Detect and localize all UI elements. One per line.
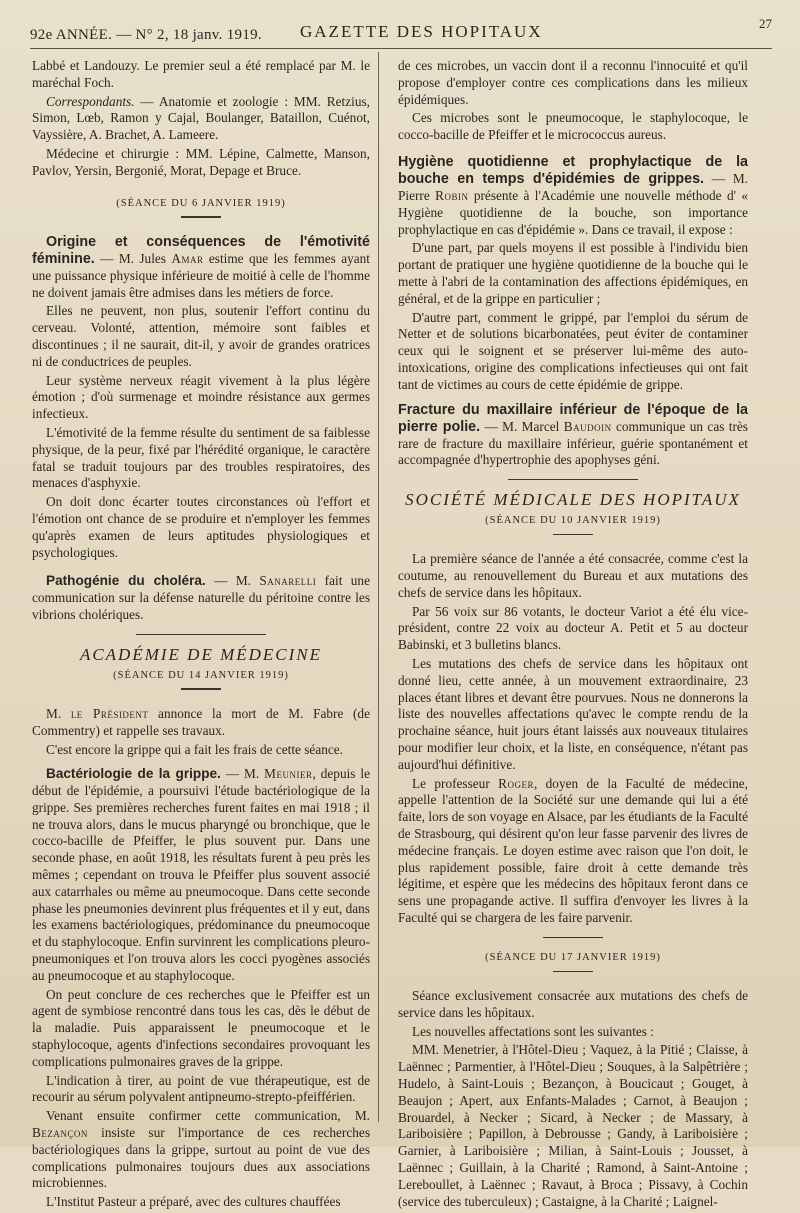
paragraph: D'une part, par quels moyens il est possible à l'individu bien portant de pratiquer une hygiène quotidienne de la bouche qui le mette à l'abri de la contamination des affections épidémiques, en général, et de la grippe en particulier ; [398, 240, 748, 306]
article-title: Origine et conséquences de l'émotivité féminine. [32, 233, 370, 267]
author-name: Meunier [264, 766, 313, 782]
paragraph: Leur système nerveux réagit vivement à la plus légère émotion ; d'où surmenage et moindre résistance aux germes infectieux. [32, 372, 370, 422]
journal-title: GAZETTE DES HOPITAUX [300, 22, 543, 41]
paragraph: Séance exclusivement consacrée aux mutations des chefs de service dans les hôpitaux. [398, 988, 748, 1020]
divider [181, 216, 221, 218]
paragraph: Correspondants. — Anatomie et zoologie : MM. Retzius, Simon, Lœb, Ramon y Cajal, Boulanger, Bataillon, Cuénot, Vayssière, A. Brachet, A. Lameere. [32, 93, 370, 143]
article: Hygiène quotidienne et prophylactique de la bouche en temps d'épidémies de grippes. — M. Pierre Robin présente à l'Académie une nouvelle méthode d' « Hygiène quotidienne de la bouche, son importance prophylactique en cas d'épidémie ». Dans ce travail, il expose : [398, 153, 748, 237]
paragraph: Labbé et Landouzy. Le premier seul a été remplacé par M. le maréchal Foch. [32, 58, 370, 90]
correspondants-label: Correspondants. [46, 93, 135, 109]
author-name: Amar [171, 250, 204, 266]
session-date: (SÉANCE DU 14 JANVIER 1919) [113, 669, 289, 681]
article: Fracture du maxillaire inférieur de l'époque de la pierre polie. — M. Marcel Baudoin communique un cas très rare de fracture du maxillaire inférieur, guérie spontanément et accompagnée d'hypertrophie des apophyses géni. [398, 401, 748, 468]
page-header [30, 14, 772, 49]
article: Bactériologie de la grippe. — M. Meunier, depuis le début de l'épidémie, a poursuivi l'étude bactériologique de la grippe. Ses premières recherches furent faites en mai 1918 ; il ne trouva alors, dans le mucus pharyngé ou bronchique, que le cocco-bacille de Pfeiffer, le plus souvent pur. Dans une seconde phase, en août 1918, les résultats furent à peu près les mêmes ; cependant on trouva le Pfeiffer plus souvent associé aux catarrhales ou même au pneumocoque. Dans cette seconde phase les pneumonies devinrent plus fréquentes et il y eut, dans les examens bactériologiques, prédominance du pneumocoque et du staphylocoque. Enfin survinrent les complications pleuro-pneumoniques et l'on trouva alors les cocci pyogènes associés au pneumocoque et au staphylocoque. [32, 766, 370, 983]
paragraph: L'indication à tirer, au point de vue thérapeutique, est de recourir au sérum polyvalent antipneumo-strepto-pfeifférien. [32, 1072, 370, 1105]
article-title: Pathogénie du choléra. [46, 573, 206, 589]
session-date: (SÉANCE DU 17 JANVIER 1919) [485, 951, 661, 963]
paragraph: On doit donc écarter toutes circonstances où l'effort et l'émotion ont chance de se produire et n'employer les femmes qu'après examen de leurs aptitudes physiologiques et psychologiques. [32, 494, 370, 560]
paragraph: C'est encore la grippe qui a fait les frais de cette séance. [46, 741, 344, 757]
paragraph: Elles ne peuvent, non plus, soutenir l'effort continu du cerveau. Volonté, attention, mémoire sont faibles et discontinues ; il ne saurait, dit-il, y avoir de grandes oratrices ni de conductrices de peuples. [32, 303, 370, 369]
paragraph: L'Institut Pasteur a préparé, avec des cultures chauffées [46, 1194, 341, 1210]
column-divider [378, 52, 379, 1122]
paragraph: Par 56 voix sur 86 votants, le docteur Variot a été élu vice-président, contre 22 voix au docteur A. Petit et 5 au docteur Babinski, et 3 bulletins blancs. [398, 603, 748, 653]
author-name: Bezançon [32, 1125, 88, 1141]
issue-line: 92e ANNÉE. — N° 2, 18 janv. 1919. [30, 27, 262, 43]
article-title: Bactériologie de la grippe. [46, 766, 221, 782]
paragraph: M. le Président annonce la mort de M. Fabre (de Commentry) et rappelle ses travaux. [32, 705, 370, 738]
paragraph: On peut conclure de ces recherches que le Pfeiffer est un agent de symbiose rencontré dans tous les cas, dès le début de la maladie. Puis apparaissent le pneumocoque et le staphylocoque, agents d'infections secondaires provoquant les complications pulmonaires graves de la grippe. [32, 986, 370, 1069]
article-title: Fracture du maxillaire inférieur de l'époque de la pierre polie. [398, 401, 748, 435]
paragraph: Le professeur Roger, doyen de la Faculté de médecine, appelle l'attention de la Société sur une demande qui lui a été faite, lors de son voyage en Alsace, par les étudiants de la Faculté de Strasbourg, qui désirent qu'on leur fasse parvenir des livres de médecine français. Le doyen estime avec raison que l'on doit, le plus rapidement possible, faire droit à cette demande très légitime, et espère que les médecins des hôpitaux feront dans ce sens une propagande active. Il suffira d'envoyer les livres à la Faculté qui se chargera de les faire parvenir. [398, 775, 748, 925]
section-title: ACADÉMIE DE MÉDECINE [79, 644, 323, 664]
paragraph: Médecine et chirurgie : MM. Lépine, Calmette, Manson, Pavlov, Yersin, Bergonié, Morat, Depage et Bruce. [32, 145, 370, 178]
paragraph: Venant ensuite confirmer cette communication, M. Bezançon insiste sur l'importance de ces recherches bactériologiques dans la grippe, surtout au point de vue des complications pulmonaires toujours dues aux associations microbiennes. [32, 1108, 370, 1191]
left-column [32, 58, 370, 1213]
page-number: 27 [759, 16, 772, 31]
author-name: Roger [498, 775, 534, 791]
paragraph: L'émotivité de la femme résulte du sentiment de sa faiblesse physique, de la peur, fixé par l'hérédité organique, le caractère fatal se traduit toujours par des troubles respiratoires, des menaces d'asphyxie. [32, 425, 370, 491]
author-name: Robin [435, 187, 469, 203]
divider [136, 634, 266, 635]
article-title: Hygiène quotidienne et prophylactique de la bouche en temps d'épidémies de grippes. [398, 153, 748, 187]
paragraph: La première séance de l'année a été consacrée, comme c'est la coutume, au renouvellement du Bureau et aux mutations des chefs de service dans les hôpitaux. [398, 551, 748, 600]
divider [553, 534, 593, 536]
article: Origine et conséquences de l'émotivité féminine. — M. Jules Amar estime que les femmes ayant une puissance physique inférieure de moitié à celle de l'homme ne doivent jamais être admises dans les métiers de force. [32, 233, 371, 300]
paragraph: Les nouvelles affectations sont les suivantes : [412, 1023, 654, 1039]
paragraph: de ces microbes, un vaccin dont il a reconnu l'innocuité et qu'il propose d'employer contre ces complications dans les milieux épidémiques. [398, 58, 748, 107]
section-title: SOCIÉTÉ MÉDICALE DES HOPITAUX [405, 490, 741, 510]
divider [543, 937, 603, 938]
paragraph: MM. Menetrier, à l'Hôtel-Dieu ; Vaquez, à la Pitié ; Claisse, à Laënnec ; Parmentier, à l'Hôtel-Dieu ; Souques, à la Salpêtrière ; Hudelo, à Saint-Louis ; Bezançon, à Boucicaut ; Gouget, à Beaujon ; Apert, aux Enfants-Malades ; Carnot, à Beaujon ; Brouardel, à Necker ; Sicard, à Necker ; de Massary, à Lariboisière ; Papillon, à Debrousse ; Gandy, à Lariboisière ; Garnier, à Lariboisière ; Milian, à Saint-Louis ; Jousset, à Laënnec ; Guillain, à la Charité ; Ramond, à Saint-Antoine ; Lereboullet, à Laënnec ; Ravaut, à Broca ; Pissavy, à Cochin (service des tuberculeux) ; Castaigne, à la Charité ; Laignel- [398, 1042, 748, 1209]
paragraph: D'autre part, comment le grippé, par l'emploi du sérum de Netter et de solutions bicarbonatées, peut éviter de contaminer ceux qui le soignent et se préserver lui-même des auto-intoxications, origine des complications infectieuses qui ont fait tant de victimes au cours de cette épidémie de grippe. [398, 309, 748, 392]
divider [553, 971, 593, 973]
divider [181, 688, 221, 690]
paragraph: Les mutations des chefs de service dans les hôpitaux ont donné lieu, cette année, à un mouvement extraordinaire, 23 places étant libres et devant être pourvues. Nous ne donnerons la liste des nouvelles affectations qu'avec le compte rendu de la prochaine séance, huit jours étant laissés aux nouveaux titulaires pour modifier leur choix, et la liste, en conséquence, n'étant pas aujourd'hui définitive. [398, 656, 748, 772]
article: Pathogénie du choléra. — M. Sanarelli fait une communication sur la défense naturelle du péritoine contre les vibrions cholériques. [32, 573, 370, 623]
session-date: (SÉANCE DU 6 JANVIER 1919) [116, 197, 286, 209]
author-name: Baudoin [563, 418, 612, 434]
session-date: (SÉANCE DU 10 JANVIER 1919) [485, 514, 661, 526]
right-column [398, 58, 748, 1212]
divider [508, 479, 638, 480]
paragraph: Ces microbes sont le pneumocoque, le staphylocoque, le cocco-bacille de Pfeiffer et le micrococcus aureus. [398, 110, 748, 143]
author-name: Sanarelli [259, 573, 317, 589]
author-name: le Président [70, 705, 149, 721]
